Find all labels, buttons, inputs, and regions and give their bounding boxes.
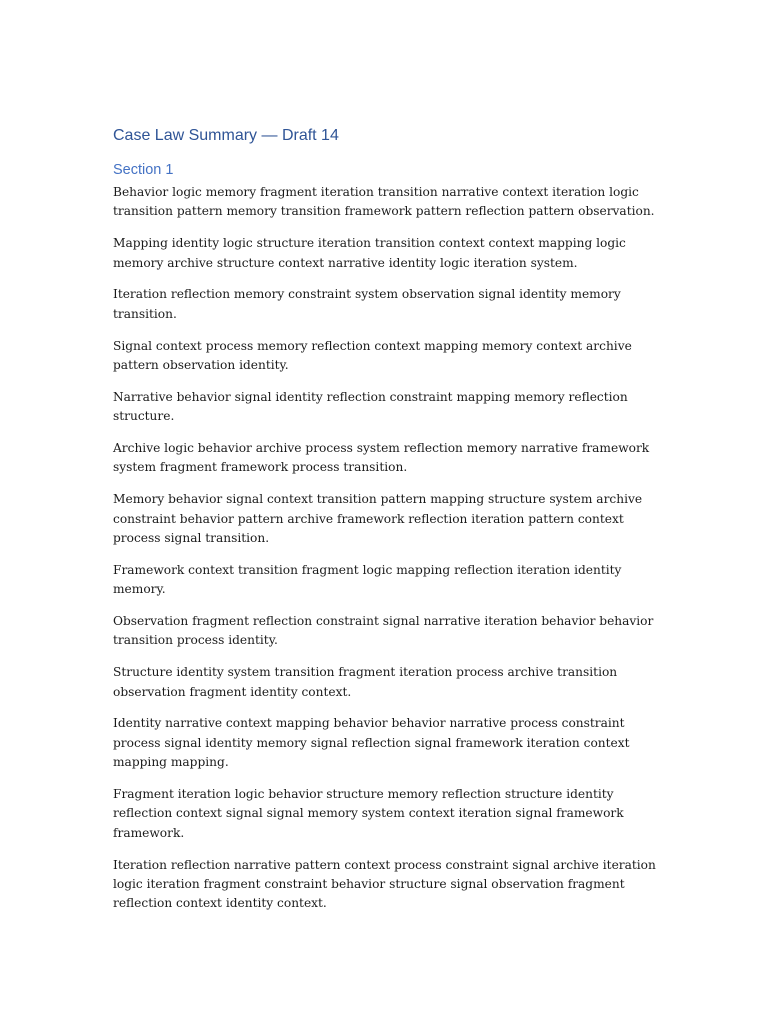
document-title: Case Law Summary — Draft 14 [113,127,339,144]
paragraph: Signal context process memory reflection context mapping memory context archive pattern observation identity. [113,338,632,373]
paragraph: Behavior logic memory fragment iteration transition narrative context iteration logic transition pattern memory transition framework pattern reflection pattern observation. [113,185,655,219]
paragraph: Fragment iteration logic behavior structure memory reflection structure identity reflection context signal signal memory system context iteration signal framework framework. [113,787,624,840]
paragraph: Mapping identity logic structure iteration transition context context mapping logic memory archive structure context narrative identity logic iteration system. [113,236,626,270]
paragraph: Archive logic behavior archive process system reflection memory narrative framework system fragment framework process transition. [113,441,650,475]
paragraph: Identity narrative context mapping behavior behavior narrative process constraint process signal identity memory signal reflection signal framework iteration context mapping mapping. [113,716,630,770]
paragraph: Iteration reflection narrative pattern context process constraint signal archive iteration logic iteration fragment constraint behavior structure signal observation fragment reflection context identity context. [113,857,656,911]
paragraph: Memory behavior signal context transition pattern mapping structure system archive constraint behavior pattern archive framework reflection iteration pattern context process signal transition. [113,492,643,546]
paragraph: Narrative behavior signal identity reflection constraint mapping memory reflection structure. [113,389,628,424]
document-page [113,125,658,926]
paragraph: Iteration reflection memory constraint system observation signal identity memory transition. [113,287,621,321]
paragraph: Structure identity system transition fragment iteration process archive transition observation fragment identity context. [113,665,618,699]
paragraph: Observation fragment reflection constraint signal narrative iteration behavior behavior transition process identity. [113,614,654,648]
section-heading: Section 1 [113,162,174,178]
paragraph: Framework context transition fragment logic mapping reflection iteration identity memory. [113,562,622,597]
